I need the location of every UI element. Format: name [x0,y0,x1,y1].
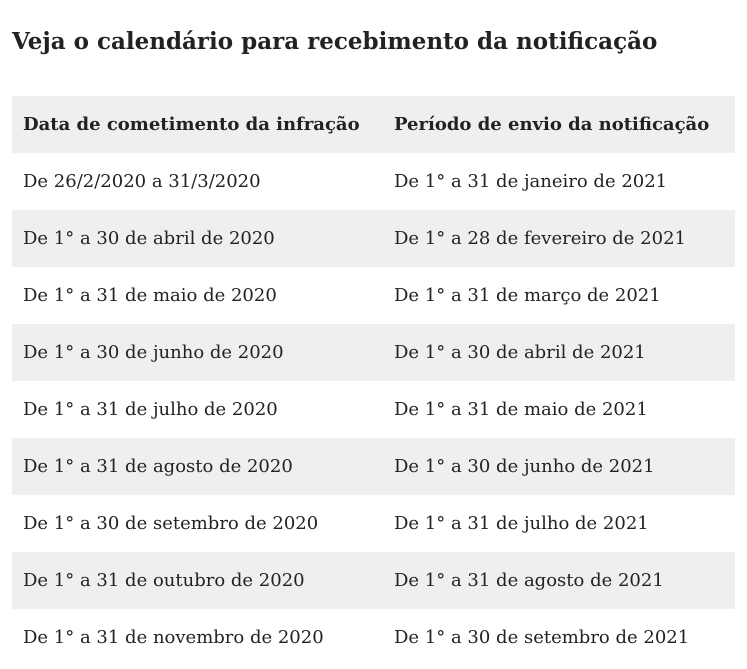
table-row [12,381,735,438]
table-row [12,552,735,609]
header-row [12,96,735,153]
notification-period-cell: De 1° a 31 de janeiro de 2021 [383,153,735,210]
infraction-date-cell: De 1° a 31 de novembro de 2020 [12,609,383,666]
infraction-date-cell: De 26/2/2020 a 31/3/2020 [12,153,383,210]
notification-period-cell: De 1° a 30 de junho de 2021 [383,438,735,495]
table-row [12,495,735,552]
table-row [12,267,735,324]
infraction-date-cell: De 1° a 31 de maio de 2020 [12,267,383,324]
infraction-date-cell: De 1° a 31 de outubro de 2020 [12,552,383,609]
notification-period-cell: De 1° a 31 de março de 2021 [383,267,735,324]
infraction-date-cell: De 1° a 31 de agosto de 2020 [12,438,383,495]
header-infraction-date: Data de cometimento da infração [12,96,383,153]
notification-period-cell: De 1° a 31 de agosto de 2021 [383,552,735,609]
infraction-date-cell: De 1° a 31 de julho de 2020 [12,381,383,438]
table-row [12,438,735,495]
table-row [12,153,735,210]
infraction-date-cell: De 1° a 30 de abril de 2020 [12,210,383,267]
infraction-date-cell: De 1° a 30 de setembro de 2020 [12,495,383,552]
infraction-date-cell: De 1° a 30 de junho de 2020 [12,324,383,381]
header-notification-period: Período de envio da notificação [383,96,735,153]
notification-period-cell: De 1° a 31 de julho de 2021 [383,495,735,552]
notification-period-cell: De 1° a 28 de fevereiro de 2021 [383,210,735,267]
table-row [12,324,735,381]
table-row [12,609,735,666]
table-header [12,96,735,153]
notification-period-cell: De 1° a 31 de maio de 2021 [383,381,735,438]
page-title: Veja o calendário para recebimento da notificação [12,28,658,55]
notification-period-cell: De 1° a 30 de abril de 2021 [383,324,735,381]
calendar-table [12,96,735,666]
notification-period-cell: De 1° a 30 de setembro de 2021 [383,609,735,666]
table-body [12,153,735,666]
table-row [12,210,735,267]
